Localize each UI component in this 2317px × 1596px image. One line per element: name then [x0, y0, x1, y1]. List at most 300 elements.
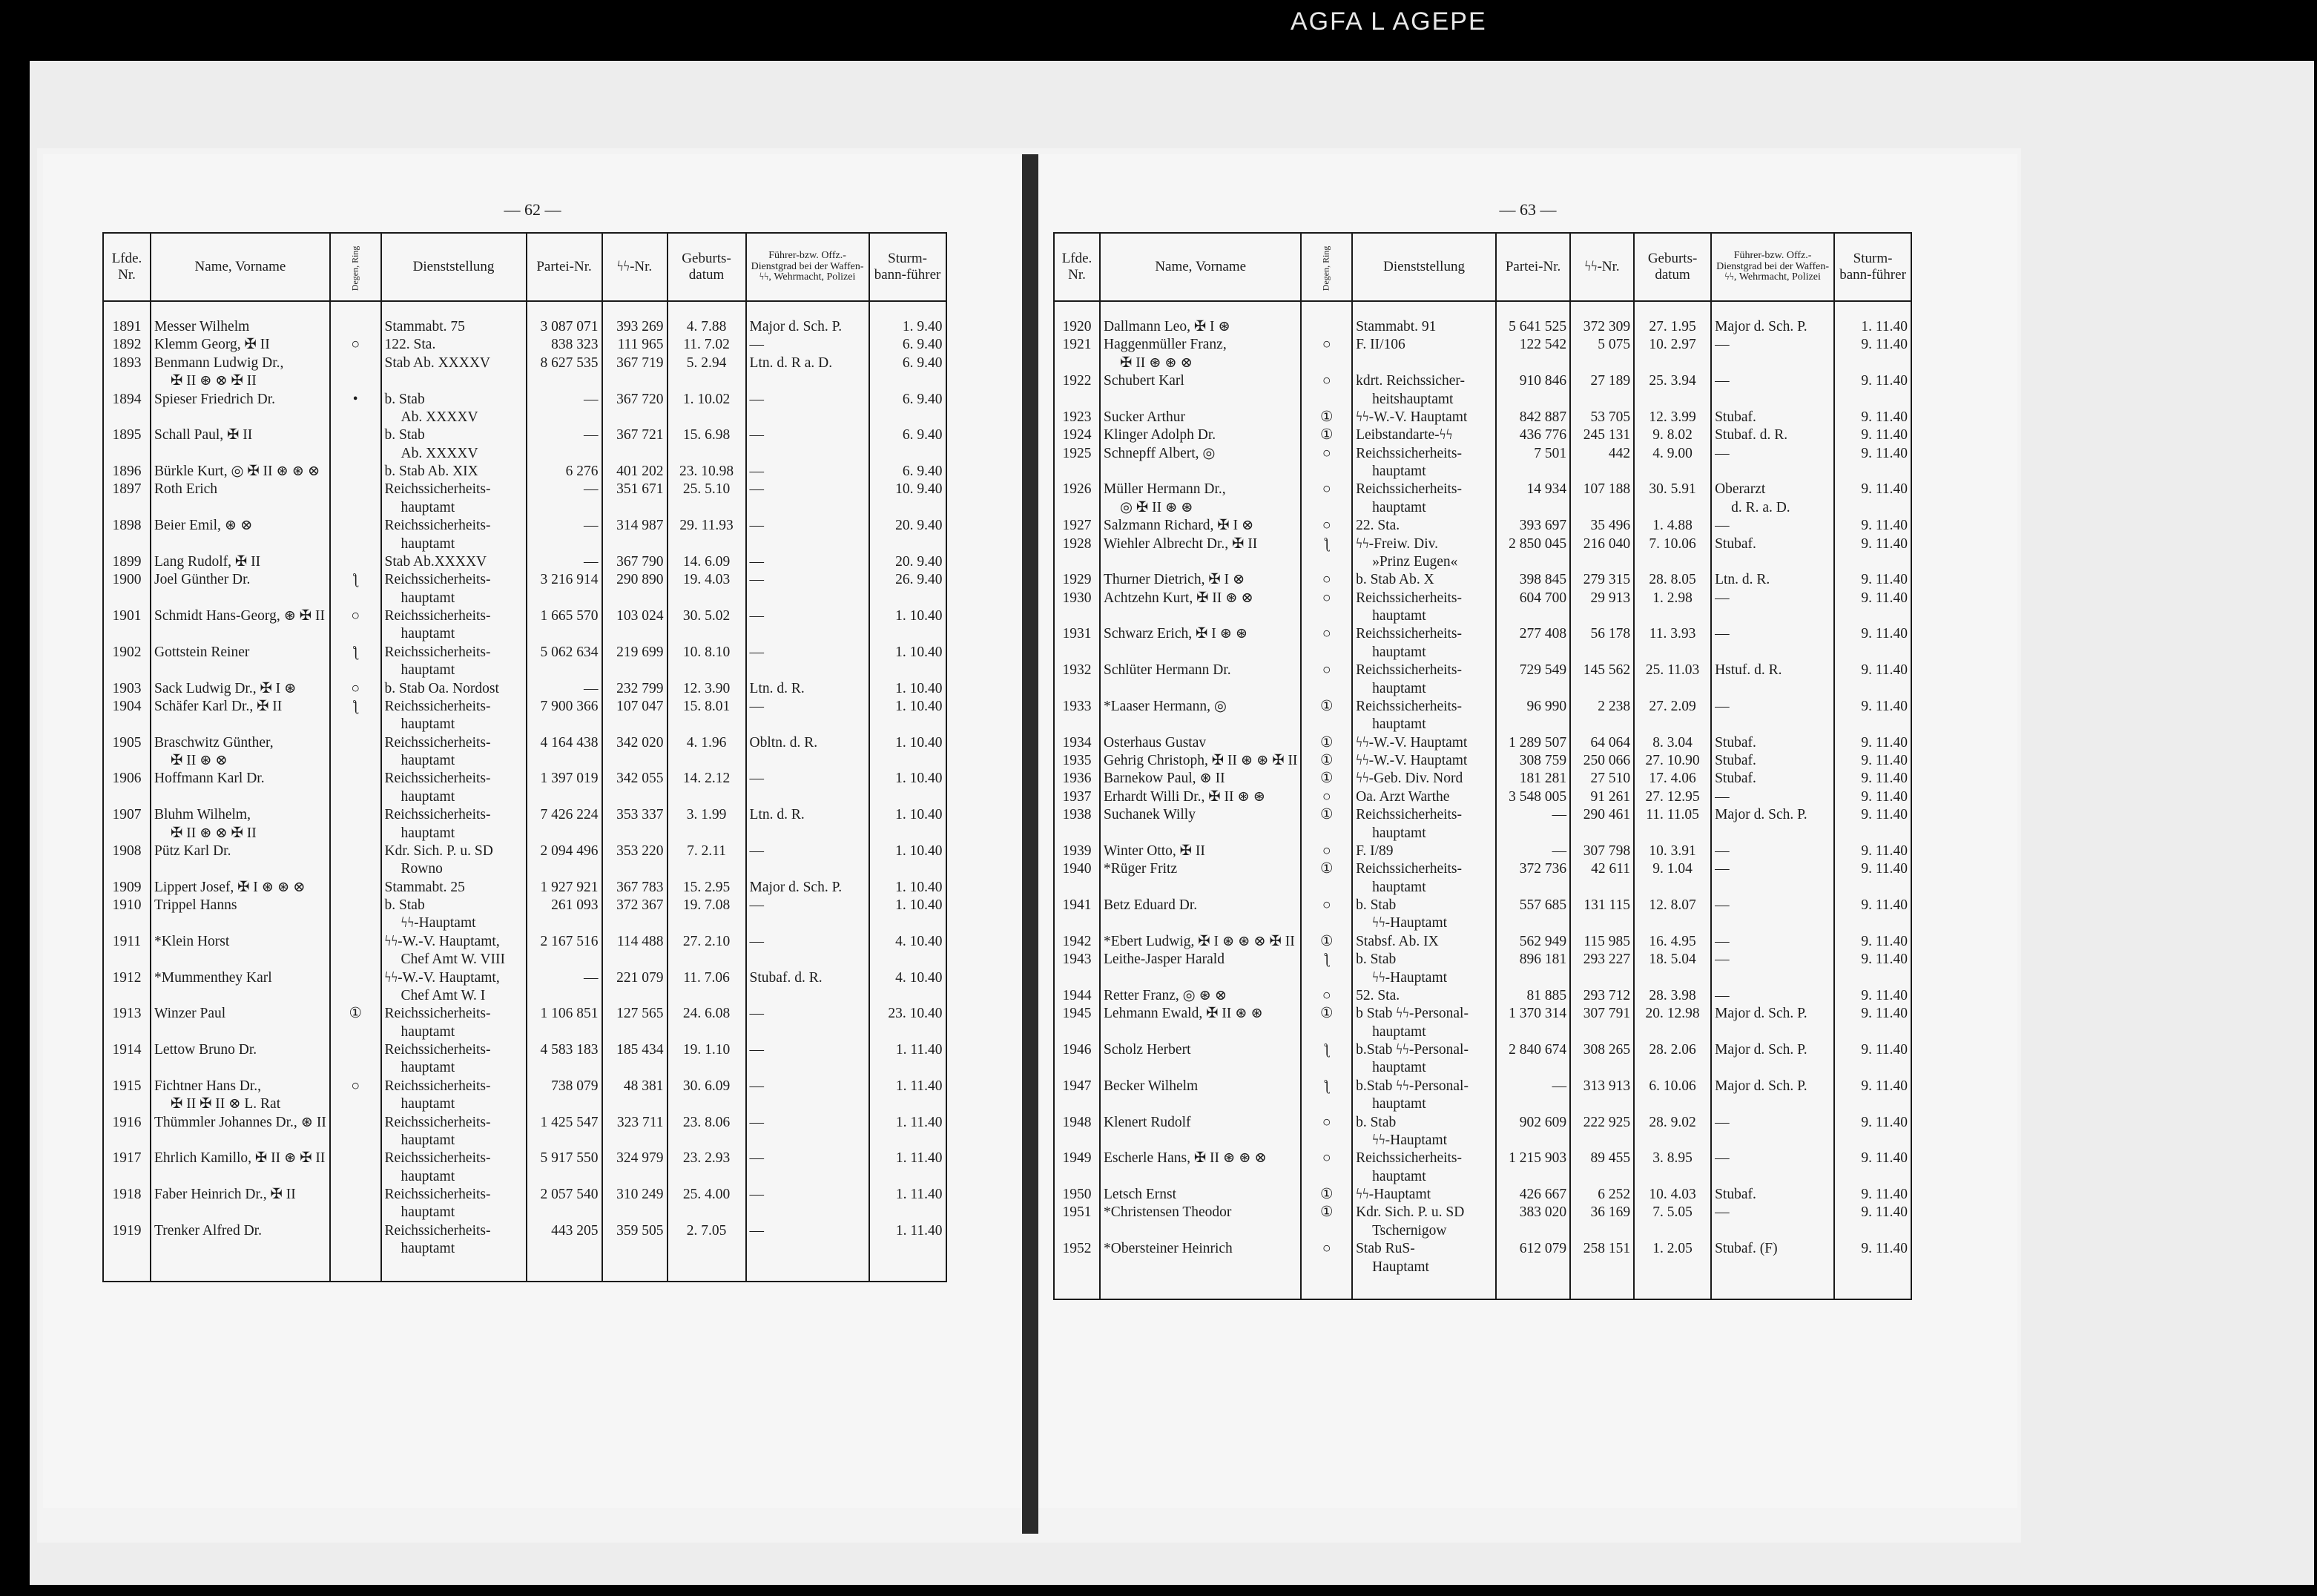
cell-rank-text: Hstuf. d. R. — [1715, 662, 1782, 679]
cell-post-text: Reichssicherheits- — [384, 734, 491, 751]
cell-partei-text: 277 408 — [1519, 626, 1567, 642]
cell-rank-text: — — [749, 464, 765, 479]
cell-name-text-2: ✠ II ✠ II ⊗ L. Rat — [171, 1096, 281, 1112]
cell-rank-text: — — [1715, 1204, 1730, 1221]
cell-geb-text: 27. 1.95 — [1649, 319, 1696, 334]
cell-rank — [746, 1005, 869, 1041]
cell-post — [381, 1078, 527, 1114]
cell-ring-text: ① — [1319, 1187, 1334, 1202]
cell-name — [1100, 1041, 1301, 1078]
cell-ss-text: 56 178 — [1590, 626, 1631, 642]
cell-partei-text: 562 949 — [1519, 933, 1567, 949]
cell-name — [1100, 897, 1301, 933]
cell-post — [381, 644, 527, 680]
cell-sturm-text: 6. 9.40 — [902, 427, 943, 443]
cell-rank — [746, 391, 869, 427]
cell-ring-text: ○ — [1322, 518, 1331, 534]
cell-name — [1100, 1150, 1301, 1186]
cell-partei — [527, 644, 602, 680]
cell-post-text-2: hauptamt — [401, 1023, 455, 1040]
cell-nr-text: 1896 — [112, 464, 142, 479]
cell-sturm — [869, 318, 946, 336]
cell-ss — [602, 734, 668, 771]
cell-geb — [668, 426, 746, 463]
cell-partei-text: 1 927 921 — [540, 879, 599, 895]
cell-rank — [1711, 590, 1834, 626]
cell-ring — [330, 1222, 381, 1259]
cell-ss — [602, 1222, 668, 1259]
cell-ring — [330, 517, 381, 553]
cell-sturm — [869, 698, 946, 734]
cell-name-text: Klemm Georg, ✠ II — [154, 337, 270, 353]
cell-ring-text: ○ — [1322, 897, 1331, 913]
cell-name-text: Erhardt Willi Dr., ✠ II ⊛ ⊛ — [1104, 788, 1265, 805]
cell-sturm — [1834, 318, 1911, 336]
cell-rank-text: Ltn. d. R. — [749, 807, 805, 823]
cell-post-text-2: ϟϟ-Hauptamt — [1372, 969, 1448, 986]
cell-sturm-text: 9. 11.40 — [1861, 373, 1908, 389]
cell-nr-text: 1948 — [1062, 1114, 1092, 1130]
cell-name — [151, 1078, 330, 1114]
cell-sturm-text: 9. 11.40 — [1861, 535, 1908, 552]
cell-geb-text: 28. 2.06 — [1649, 1042, 1696, 1058]
col-header-ring: Degen, Ring — [330, 233, 381, 301]
cell-name — [1100, 734, 1301, 752]
cell-partei — [527, 1114, 602, 1150]
cell-ss — [602, 1186, 668, 1222]
cell-sturm-text: 1. 9.40 — [902, 319, 943, 334]
cell-post-text-2: hauptamt — [1372, 608, 1426, 624]
cell-ss — [602, 571, 668, 607]
spacer-cell — [869, 301, 946, 318]
cell-ss-text: 293 712 — [1583, 987, 1631, 1003]
cell-ss — [1570, 445, 1634, 481]
cell-nr — [103, 1005, 151, 1041]
cell-ss-text: 27 189 — [1590, 373, 1631, 389]
bottom-cell — [1352, 1276, 1496, 1299]
cell-nr — [1054, 535, 1100, 572]
cell-ss-text: 342 055 — [616, 771, 664, 787]
cell-partei-text: 7 426 224 — [540, 807, 599, 823]
cell-post-text-2: hauptamt — [1372, 464, 1426, 479]
cell-partei — [1496, 842, 1570, 860]
cell-partei — [527, 336, 602, 354]
table-row — [103, 879, 946, 897]
cell-nr — [1054, 318, 1100, 336]
cell-post-text: Reichssicherheits- — [1356, 698, 1463, 714]
cell-rank — [746, 1041, 869, 1078]
cell-sturm-text: 1. 11.40 — [1861, 319, 1908, 334]
cell-geb — [1634, 1041, 1711, 1078]
cell-name-text: Bürkle Kurt, ◎ ✠ II ⊛ ⊛ ⊗ — [154, 464, 320, 479]
cell-sturm-text: 1. 11.40 — [895, 1222, 943, 1239]
cell-name-text: *Obersteiner Heinrich — [1104, 1241, 1233, 1257]
cell-sturm-text: 1. 11.40 — [895, 1042, 943, 1058]
cell-ring-text: ① — [1319, 698, 1334, 714]
cell-name — [151, 1041, 330, 1078]
cell-sturm — [1834, 1240, 1911, 1276]
cell-ss-text: 367 783 — [616, 879, 664, 895]
cell-name — [1100, 987, 1301, 1005]
cell-nr-text: 1950 — [1062, 1187, 1092, 1202]
table-row — [1054, 409, 1911, 426]
cell-rank — [1711, 933, 1834, 951]
cell-ring — [1301, 318, 1352, 336]
cell-nr-text: 1919 — [112, 1222, 142, 1239]
cell-sturm — [869, 336, 946, 354]
cell-rank-text: — — [749, 1222, 765, 1239]
cell-geb-text: 7. 10.06 — [1649, 535, 1696, 552]
cell-ring — [1301, 734, 1352, 752]
cell-rank-text: Major d. Sch. P. — [749, 319, 843, 334]
cell-ss — [602, 1005, 668, 1041]
cell-nr-text: 1937 — [1062, 788, 1092, 805]
cell-ss — [602, 463, 668, 481]
cell-post — [1352, 734, 1496, 752]
cell-post-text: Reichssicherheits- — [1356, 481, 1463, 498]
cell-name — [151, 571, 330, 607]
cell-ring-text: ① — [1319, 427, 1334, 443]
cell-sturm-text: 9. 11.40 — [1861, 1204, 1908, 1221]
col-header-nr: Lfde. Nr. — [1054, 233, 1100, 301]
cell-sturm-text: 9. 11.40 — [1861, 698, 1908, 714]
cell-ring — [330, 1005, 381, 1041]
cell-ring — [330, 607, 381, 644]
cell-ring — [330, 1150, 381, 1186]
cell-ring — [330, 336, 381, 354]
cell-ss — [602, 481, 668, 517]
cell-rank-text: — — [749, 608, 765, 624]
cell-name-text: Klenert Rudolf — [1104, 1114, 1191, 1130]
cell-rank — [746, 1078, 869, 1114]
cell-geb-text: 11. 7.06 — [683, 969, 730, 986]
col-header-partei: Partei-Nr. — [1496, 233, 1570, 301]
cell-ss-text: 351 671 — [616, 481, 664, 498]
cell-geb — [1634, 752, 1711, 770]
cell-post-text: Reichssicherheits- — [384, 572, 491, 588]
cell-ring-text: ○ — [351, 680, 360, 696]
cell-post — [381, 391, 527, 427]
cell-nr-text: 1932 — [1062, 662, 1092, 679]
cell-nr — [103, 607, 151, 644]
cell-name — [1100, 481, 1301, 517]
cell-sturm — [869, 1114, 946, 1150]
cell-ss — [602, 897, 668, 933]
cell-geb — [668, 1186, 746, 1222]
cell-sturm — [1834, 1186, 1911, 1204]
cell-partei-text: 612 079 — [1519, 1241, 1567, 1257]
cell-geb-text: 7. 2.11 — [687, 842, 726, 859]
cell-rank-text: — — [1715, 698, 1730, 714]
table-row — [1054, 1005, 1911, 1041]
cell-nr — [1054, 860, 1100, 897]
cell-sturm — [869, 553, 946, 571]
cell-partei — [1496, 662, 1570, 698]
cell-ring-text: ○ — [1322, 445, 1331, 461]
cell-sturm — [1834, 571, 1911, 589]
cell-ring-text: ○ — [1322, 662, 1331, 679]
table-row — [1054, 1240, 1911, 1276]
table-row — [1054, 1078, 1911, 1114]
cell-partei-text: — — [584, 553, 599, 570]
cell-ss — [602, 336, 668, 354]
cell-partei — [527, 481, 602, 517]
cell-name — [1100, 1186, 1301, 1204]
cell-geb — [1634, 517, 1711, 535]
cell-rank — [746, 1222, 869, 1259]
cell-post — [1352, 535, 1496, 572]
cell-ss — [1570, 1240, 1634, 1276]
cell-name — [1100, 1240, 1301, 1276]
cell-geb-text: 28. 3.98 — [1649, 987, 1696, 1003]
cell-rank — [746, 426, 869, 463]
cell-rank — [746, 770, 869, 806]
cell-name-text: Schwarz Erich, ✠ I ⊛ ⊛ — [1104, 626, 1248, 642]
cell-sturm — [869, 1222, 946, 1259]
cell-nr — [1054, 842, 1100, 860]
cell-rank-text: — — [1715, 897, 1730, 913]
cell-geb — [1634, 318, 1711, 336]
cell-name-text: Trenker Alfred Dr. — [154, 1222, 262, 1239]
cell-rank-text: Stubaf. d. R. — [749, 969, 823, 986]
cell-sturm-text: 1. 10.40 — [895, 734, 943, 751]
cell-nr — [1054, 662, 1100, 698]
cell-rank-text: Stubaf. (F) — [1715, 1241, 1778, 1257]
cell-ring-text: ƪ — [1324, 1042, 1330, 1058]
cell-partei — [1496, 806, 1570, 842]
cell-nr-text: 1908 — [112, 842, 142, 859]
cell-ss — [602, 969, 668, 1006]
cell-ss-text: 442 — [1608, 445, 1631, 461]
cell-post-text: b. Stab Oa. Nordost — [384, 680, 499, 696]
cell-post — [381, 1222, 527, 1259]
cell-sturm — [869, 463, 946, 481]
cell-name-text: Thurner Dietrich, ✠ I ⊗ — [1104, 572, 1245, 588]
cell-ss — [1570, 897, 1634, 933]
cell-post-text-2: hauptamt — [401, 626, 455, 642]
cell-partei-text: 604 700 — [1519, 590, 1567, 606]
cell-ss-text: 353 337 — [616, 807, 664, 823]
col-header-ring: Degen, Ring — [1301, 233, 1352, 301]
cell-name — [151, 879, 330, 897]
header-row — [103, 233, 946, 301]
table-row — [103, 355, 946, 391]
cell-ss-text: 314 987 — [616, 518, 664, 534]
cell-partei-text: — — [584, 969, 599, 986]
cell-name-text: Schall Paul, ✠ II — [154, 427, 253, 443]
cell-ring — [1301, 426, 1352, 444]
cell-partei — [1496, 1186, 1570, 1204]
cell-nr — [103, 1041, 151, 1078]
col-header-nr: Lfde. Nr. — [103, 233, 151, 301]
cell-nr-text: 1922 — [1062, 373, 1092, 389]
spacer-cell — [1301, 301, 1352, 318]
cell-ring — [1301, 897, 1352, 933]
cell-name — [1100, 535, 1301, 572]
cell-ring — [1301, 770, 1352, 788]
bottom-cell — [151, 1259, 330, 1282]
cell-geb-text: 23. 8.06 — [682, 1114, 731, 1130]
cell-rank-text: — — [749, 518, 765, 534]
cell-rank — [746, 355, 869, 391]
cell-name-text-2: ✠ II ⊛ ⊗ — [171, 753, 228, 768]
cell-nr-text: 1902 — [112, 644, 142, 660]
cell-ring-text: ① — [1319, 861, 1334, 877]
cell-partei — [527, 1222, 602, 1259]
cell-partei-text: 398 845 — [1519, 572, 1567, 588]
cell-nr-text: 1918 — [112, 1187, 142, 1202]
cell-post-text: Reichssicherheits- — [384, 608, 491, 624]
cell-name-text: Winzer Paul — [154, 1006, 226, 1022]
cell-ring-text: ① — [1319, 933, 1334, 949]
cell-name-text: Schubert Karl — [1104, 373, 1184, 389]
cell-name — [1100, 1078, 1301, 1114]
cell-partei-text: 1 370 314 — [1509, 1006, 1567, 1022]
cell-name-text: Thümmler Johannes Dr., ⊛ II — [154, 1114, 326, 1130]
cell-rank-text: Stubaf. — [1715, 1187, 1756, 1202]
cell-post-text-2: Rowno — [401, 861, 443, 877]
cell-sturm-text: 1. 11.40 — [895, 1078, 943, 1094]
cell-geb — [668, 355, 746, 391]
cell-nr — [1054, 372, 1100, 409]
cell-partei — [1496, 625, 1570, 662]
cell-sturm-text: 6. 9.40 — [902, 391, 943, 407]
table-row — [103, 1222, 946, 1259]
cell-geb-text: 19. 1.10 — [682, 1042, 731, 1058]
cell-geb — [1634, 734, 1711, 752]
cell-partei-text: 81 885 — [1526, 987, 1567, 1003]
cell-partei — [527, 879, 602, 897]
cell-nr — [1054, 1186, 1100, 1204]
cell-rank-text: Major d. Sch. P. — [1715, 1042, 1807, 1058]
cell-ring-text: ○ — [1322, 373, 1331, 389]
cell-sturm-text: 9. 11.40 — [1861, 987, 1908, 1003]
cell-geb — [668, 734, 746, 771]
cell-ss-text: 359 505 — [616, 1222, 664, 1239]
cell-sturm-text: 1. 10.40 — [895, 842, 943, 859]
cell-post — [381, 1041, 527, 1078]
cell-partei-text: 3 216 914 — [540, 572, 599, 588]
cell-ss — [1570, 860, 1634, 897]
cell-post — [381, 969, 527, 1006]
table-row — [1054, 535, 1911, 572]
table-row — [1054, 1041, 1911, 1078]
cell-ss-text: 367 719 — [616, 355, 664, 371]
cell-ring — [1301, 590, 1352, 626]
cell-geb — [1634, 1150, 1711, 1186]
cell-sturm-text: 9. 11.40 — [1861, 409, 1908, 425]
cell-sturm-text: 9. 11.40 — [1861, 337, 1908, 353]
cell-nr — [1054, 409, 1100, 426]
cell-post-text: b. Stab — [1356, 897, 1397, 913]
cell-name — [1100, 625, 1301, 662]
cell-rank-text: — — [749, 1114, 765, 1130]
cell-nr-text: 1904 — [112, 698, 142, 714]
cell-sturm — [869, 391, 946, 427]
cell-post-text-2: hauptamt — [401, 1241, 455, 1257]
cell-rank — [1711, 1204, 1834, 1240]
cell-geb-text: 4. 9.00 — [1652, 445, 1693, 461]
cell-name — [1100, 806, 1301, 842]
cell-partei — [527, 318, 602, 336]
cell-sturm-text: 10. 9.40 — [895, 481, 943, 498]
cell-rank-text: — — [749, 1150, 765, 1167]
cell-name-text: *Christensen Theodor — [1104, 1204, 1232, 1221]
cell-nr — [1054, 734, 1100, 752]
cell-post-text-2: Hauptamt — [1372, 1259, 1429, 1275]
cell-post — [1352, 426, 1496, 444]
col-header-post: Dienststellung — [381, 233, 527, 301]
cell-name-text: Lehmann Ewald, ✠ II ⊛ ⊛ — [1104, 1006, 1263, 1022]
cell-nr — [103, 698, 151, 734]
cell-name-text: Haggenmüller Franz, — [1104, 337, 1227, 353]
cell-sturm-text: 9. 11.40 — [1861, 788, 1908, 805]
cell-geb — [1634, 770, 1711, 788]
cell-name-text: Pütz Karl Dr. — [154, 842, 231, 859]
cell-ring — [330, 806, 381, 842]
cell-partei-text: — — [584, 680, 599, 696]
cell-geb — [668, 517, 746, 553]
bottom-cell — [1834, 1276, 1911, 1299]
cell-sturm — [1834, 372, 1911, 409]
cell-sturm — [869, 481, 946, 517]
cell-post-text-2: hauptamt — [401, 788, 455, 805]
cell-partei — [527, 1078, 602, 1114]
cell-geb-text: 15. 6.98 — [682, 427, 731, 443]
cell-post — [1352, 1150, 1496, 1186]
cell-nr-text: 1909 — [112, 879, 142, 895]
cell-sturm-text: 9. 11.40 — [1861, 1042, 1908, 1058]
cell-name-text: Schmidt Hans-Georg, ⊛ ✠ II — [154, 608, 325, 624]
cell-post-text-2: hauptamt — [1372, 644, 1426, 660]
table-row — [1054, 426, 1911, 444]
cell-sturm — [869, 1186, 946, 1222]
cell-geb — [1634, 445, 1711, 481]
cell-geb — [1634, 372, 1711, 409]
spacer-cell — [1100, 301, 1301, 318]
cell-post-text: ϟϟ-Geb. Div. Nord — [1356, 771, 1463, 787]
header-row — [1054, 233, 1911, 301]
cell-name — [1100, 1005, 1301, 1041]
table-row — [103, 463, 946, 481]
cell-ss — [602, 1114, 668, 1150]
cell-name — [1100, 662, 1301, 698]
cell-partei — [1496, 951, 1570, 987]
cell-ring — [1301, 752, 1352, 770]
cell-geb — [668, 680, 746, 698]
cell-nr — [1054, 698, 1100, 734]
cell-name-text-2: ◎ ✠ II ⊛ ⊛ — [1120, 499, 1193, 515]
cell-sturm — [1834, 698, 1911, 734]
cell-sturm-text: 1. 10.40 — [895, 698, 943, 714]
cell-post — [1352, 571, 1496, 589]
cell-ss — [1570, 698, 1634, 734]
cell-ring — [1301, 987, 1352, 1005]
table-row — [1054, 860, 1911, 897]
cell-geb-text: 15. 2.95 — [682, 879, 731, 895]
cell-ss-text: 91 261 — [1590, 788, 1631, 805]
cell-post — [381, 1005, 527, 1041]
table-row — [103, 1005, 946, 1041]
cell-rank — [1711, 897, 1834, 933]
cell-ring-text: ƪ — [1324, 952, 1330, 968]
cell-nr — [103, 879, 151, 897]
cell-geb — [668, 806, 746, 842]
cell-nr — [103, 842, 151, 879]
cell-post — [381, 770, 527, 806]
cell-rank — [746, 571, 869, 607]
cell-geb — [1634, 1078, 1711, 1114]
